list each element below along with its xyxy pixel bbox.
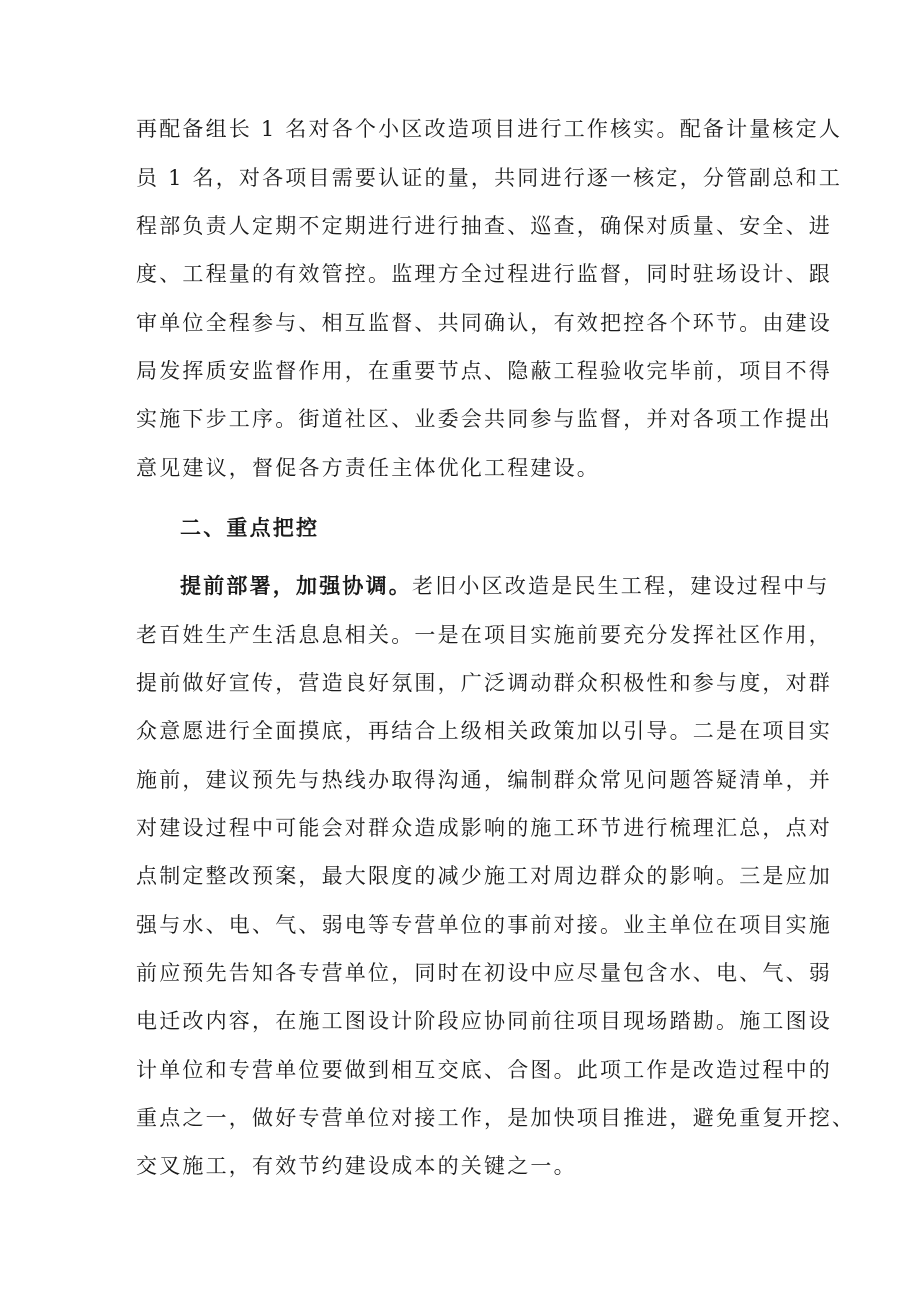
paragraph-line: 重点之一，做好专营单位对接工作，是加快项目推进，避免重复开挖、 (136, 1106, 856, 1130)
paragraph-line: 前应预先告知各专营单位，同时在初设中应尽量包含水、电、气、弱 (136, 961, 832, 985)
paragraph-line: 审单位全程参与、相互监督、共同确认，有效把控各个环节。由建设 (136, 311, 832, 335)
paragraph-line: 局发挥质安监督作用，在重要节点、隐蔽工程验收完毕前，项目不得 (136, 359, 832, 383)
paragraph-line: 施前，建议预先与热线办取得沟通，编制群众常见问题答疑清单，并 (136, 768, 832, 792)
paragraph-line: 度、工程量的有效管控。监理方全过程进行监督，同时驻场设计、跟 (136, 262, 832, 286)
paragraph-first-line (180, 571, 830, 601)
paragraph-line: 实施下步工序。街道社区、业委会共同参与监督，并对各项工作提出 (136, 407, 832, 431)
paragraph-line: 点制定整改预案，最大限度的减少施工对周边群众的影响。三是应加 (136, 864, 832, 888)
section-heading: 二、重点把控 (180, 515, 320, 540)
paragraph-line: 众意愿进行全面摸底，再结合上级相关政策加以引导。二是在项目实 (136, 719, 832, 743)
paragraph-line: 再配备组长 1 名对各个小区改造项目进行工作核实。配备计量核定人 (136, 117, 843, 141)
paragraph-line: 提前做好宣传，营造良好氛围，广泛调动群众积极性和参与度，对群 (136, 671, 832, 695)
paragraph-line: 电迁改内容，在施工图设计阶段应协同前往项目现场踏勘。施工图设 (136, 1009, 832, 1033)
paragraph-line: 老百姓生产生活息息相关。一是在项目实施前要充分发挥社区作用， (136, 623, 832, 647)
paragraph-line: 交叉施工，有效节约建设成本的关键之一。 (136, 1154, 577, 1178)
paragraph-line: 强与水、电、气、弱电等专营单位的事前对接。业主单位在项目实施 (136, 913, 832, 937)
paragraph-line: 程部负责人定期不定期进行进行抽查、巡查，确保对质量、安全、进 (136, 214, 832, 238)
paragraph-line: 意见建议，督促各方责任主体优化工程建设。 (136, 456, 600, 480)
paragraph-line: 计单位和专营单位要做到相互交底、合图。此项工作是改造过程中的 (136, 1058, 832, 1082)
paragraph-lead: 提前部署，加强协调。 (180, 573, 412, 598)
paragraph-line: 员 1 名，对各项目需要认证的量，共同进行逐一核定，分管副总和工 (136, 166, 843, 190)
paragraph-line: 对建设过程中可能会对群众造成影响的施工环节进行梳理汇总，点对 (136, 816, 832, 840)
paragraph-first-line-rest: 老旧小区改造是民生工程，建设过程中与 (412, 574, 830, 598)
